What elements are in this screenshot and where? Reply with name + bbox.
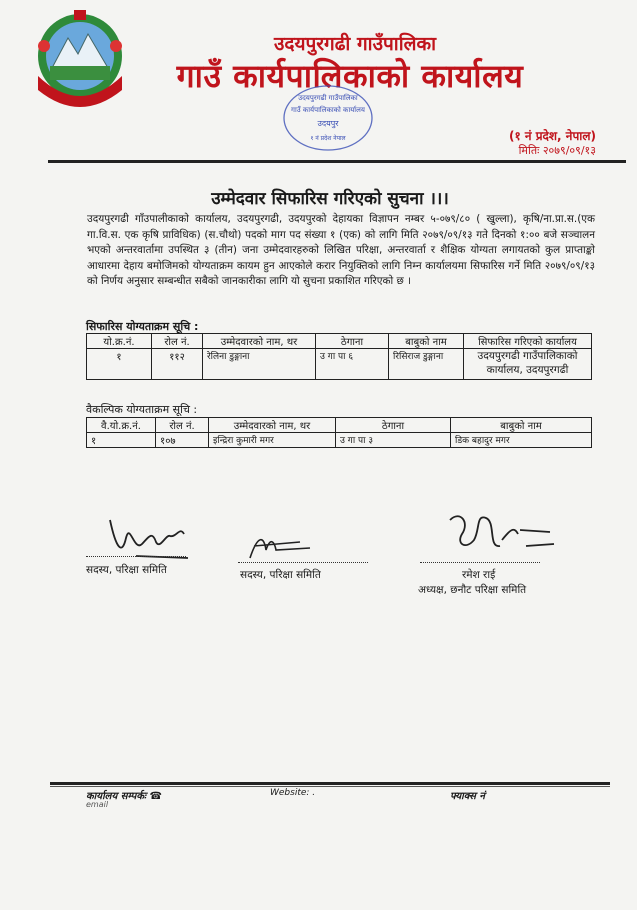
table-cell: १	[87, 349, 152, 380]
stamp-line-1: उदयपुरगढी गाउँपालिका	[298, 94, 358, 102]
footer-contact: कार्यालय सम्पर्कः ☎	[86, 791, 162, 802]
signature-1	[96, 508, 196, 568]
col-header: सिफारिस गरिएको कार्यालय	[464, 334, 592, 349]
col-header: उम्मेदवारको नाम, थर	[203, 334, 316, 349]
table-cell: १०७	[156, 433, 209, 448]
signature-3-name: रमेश राई	[462, 569, 496, 581]
municipality-name: उदयपुरगढी गाउँपालिका	[273, 33, 437, 55]
table-cell: ११२	[152, 349, 203, 380]
col-header: रोल नं.	[156, 418, 209, 433]
table-cell: उ गा पा ६	[316, 349, 389, 380]
footer-fax: फ्याक्स नं	[450, 791, 485, 802]
col-header: उम्मेदवारको नाम, थर	[209, 418, 336, 433]
table-cell: इन्द्रिरा कुमारी मगर	[209, 433, 336, 448]
signature-3	[430, 500, 560, 566]
office-stamp	[282, 84, 374, 152]
alternate-table	[86, 417, 592, 448]
stamp-line-2: गाउँ कार्यपालिकाको कार्यालय	[291, 106, 365, 114]
signature-1-role: सदस्य, परिक्षा समिति	[86, 564, 167, 576]
table-cell: डिक बहादुर मगर	[451, 433, 592, 448]
footer-email: email	[86, 800, 109, 809]
col-header: बाबुको नाम	[389, 334, 464, 349]
table-cell: रिसिराज डुङ्गाना	[389, 349, 464, 380]
col-header: बाबुको नाम	[451, 418, 592, 433]
footer-divider	[50, 782, 610, 785]
stamp-line-3: उदयपुर	[317, 119, 339, 128]
table-header-row	[87, 334, 592, 349]
municipality-logo	[30, 6, 130, 114]
table-cell: रेलिना डुङ्गाना	[203, 349, 316, 380]
col-header: ठेगाना	[336, 418, 451, 433]
signature-3-role: अध्यक्ष, छनौट परिक्षा समिति	[418, 584, 527, 596]
table-row	[87, 433, 592, 448]
signature-2-role: सदस्य, परिक्षा समिति	[240, 569, 321, 581]
footer-divider-thin	[50, 786, 610, 787]
signature-line-1	[86, 556, 186, 557]
col-header: ठेगाना	[316, 334, 389, 349]
province-label: (१ नं प्रदेश, नेपाल)	[508, 129, 596, 143]
col-header: वै.यो.क्र.नं.	[87, 418, 156, 433]
table-cell: उदयपुरगढी गाउँपालिकाको कार्यालय, उदयपुरगढी	[464, 349, 592, 380]
alternate-heading: वैकल्पिक योग्यताक्रम सूचि :	[86, 403, 198, 416]
table-cell: १	[87, 433, 156, 448]
signature-line-3	[420, 562, 540, 563]
header-divider	[48, 160, 626, 163]
table-header-row	[87, 418, 592, 433]
office-title: गाउँ कार्यपालिकाको कार्यालय	[176, 57, 524, 95]
notice-date: मितिः २०७९/०९/१३	[518, 144, 596, 157]
notice-title: उम्मेदवार सिफारिस गरिएको सुचना ।।।	[211, 189, 449, 209]
notice-body: उदयपुरगढी गाँउपालीकाको कार्यालय, उदयपुरगढी, उदयपुरको देहायका विज्ञापन नम्बर ५-०७९/८० ( खुल्ला), कृषि/ना.प्रा.स.(एक गा.वि.स. एक कृषि प्राविधिक) (स.चौथो) पदको माग पद संख्या १ (एक) को लागि मिति २०७९/०९/१३ गते दिनको १:०० बजे सञ्चालन भएको अन्तरवार्तामा उपस्थित ३ (तीन) जना उम्मेदवारहरुको लिखित परिक्षा, अन्तरवार्ता र शैक्षिक योग्यता लगायतको कुल प्राप्ताङ्को आधारमा देहाय बमोजिमको योग्यताक्रम कायम हुन आएकोले करार नियुक्तिको लागि निम्न कार्यालयमा सिफारिस गर्ने मिति २०७९/०९/१३ को निर्णय अनुसार सम्बन्धीत सबैको जानकारीका लागि यो सुचना प्रकाशित गरिएको छ ।	[87, 213, 595, 288]
signature-2	[240, 528, 320, 564]
signature-line-2	[238, 562, 368, 563]
footer-website: Website: .	[270, 788, 316, 798]
col-header: रोल नं.	[152, 334, 203, 349]
table-cell: उ गा पा ३	[336, 433, 451, 448]
recommended-heading: सिफारिस योग्यताक्रम सूचि :	[86, 320, 199, 333]
table-row	[87, 349, 592, 380]
col-header: यो.क्र.नं.	[87, 334, 152, 349]
stamp-line-4: १ नं प्रदेश नेपाल	[310, 135, 346, 142]
recommended-table	[86, 333, 592, 380]
